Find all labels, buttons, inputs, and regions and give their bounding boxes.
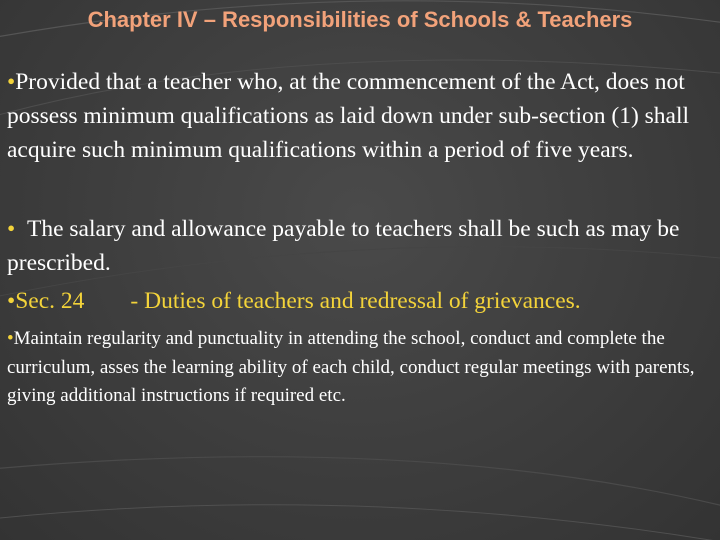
paragraph-salary [7,212,713,280]
section-title: - Duties of teachers and redressal of grievances. [130,288,581,314]
paragraph-provision [7,65,713,167]
paragraph-duties [7,325,713,411]
slide-title: Chapter IV – Responsibilities of Schools & Teachers [87,7,633,32]
bullet: • [7,69,16,95]
lower-curve-line [0,457,720,510]
bullet: • [7,328,14,349]
paragraph-salary-text: The salary and allowance payable to teachers shall be such as may be prescribed. [7,216,680,276]
bottom-curve-line [0,505,720,540]
section-heading [7,284,713,318]
paragraph-provision-text: Provided that a teacher who, at the commencement of the Act, does not possess minimum qualifications as laid down under sub-section (1) shall acquire such minimum qualifications within a period of five years. [7,69,690,163]
bullet: • [7,216,16,242]
paragraph-duties-text: Maintain regularity and punctuality in attending the school, conduct and complete the curriculum, asses the learning ability of each child, conduct regular meetings with parents, giving additional instructions if required etc. [7,328,695,406]
section-number: Sec. 24 [15,288,85,314]
bullet: • [7,288,16,314]
